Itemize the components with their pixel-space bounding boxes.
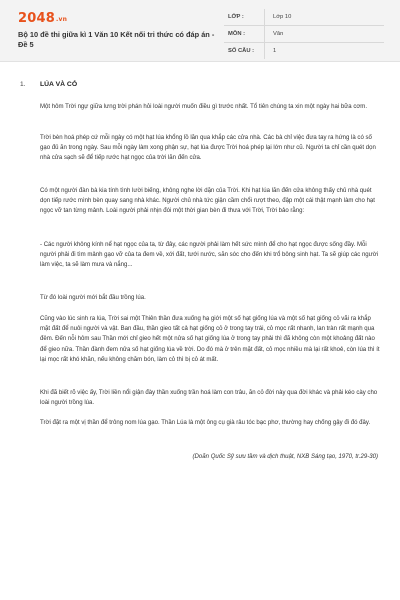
question-number: 1. <box>20 81 26 88</box>
meta-label-grade: LỚP : <box>224 9 265 25</box>
paragraph: Có một người đàn bà kia tính tình lười biếng, không nghe lời dặn của Trời. Khi hạt lúa lăn đến cửa không thấy chủ nhà quét dọn tiếp rước mình bèn quay sang nhà khác. Người chủ nhà tức giận cầm chổi rượt theo, đập một cái thật mạnh làm cho hạt ngọc vỡ tan từng mảnh. Loài người phải nhịn đói một thời gian bèn đi thưa với Trời, Trời bảo rằng: <box>40 188 375 215</box>
meta-value-question-count: 1 <box>273 48 277 54</box>
paragraph: Từ đó loài người mới bắt đầu trồng lúa. <box>40 295 146 301</box>
exam-meta <box>224 9 384 59</box>
meta-value-grade: Lớp 10 <box>273 14 292 20</box>
paragraph: Trời bèn hoá phép cứ mỗi ngày có một hạt lúa khổng lồ lăn qua khắp các cửa nhà. Các bà chỉ việc đưa tay ra hứng là có số gạo đủ ăn trong ngày. Sau mỗi ngày làm xong phận sự, hạt lúa được Trời hoá phép lại lớn như cũ. Người ta chỉ cần quét dọn nhà cửa sạch sẽ để tiếp rước hạt ngọc của trời lăn đến cửa. <box>40 135 376 162</box>
passage-title: LÚA VÀ CỎ <box>40 81 78 88</box>
meta-value-subject: Văn <box>273 31 284 37</box>
meta-label-question-count: SỐ CÂU : <box>224 43 265 59</box>
meta-label-subject: MÔN : <box>224 26 265 42</box>
paragraph: Trời đặt ra một vị thần để trông nom lúa gạo. Thần Lúa là một ông cụ già râu tóc bạc phơ, thường hay chống gậy đi đó đây. <box>40 420 371 426</box>
exam-title: Bộ 10 đề thi giữa kì 1 Văn 10 Kết nối tri thức có đáp án - Đề 5 <box>18 30 215 49</box>
paragraph: - Các người không kính nể hạt ngọc của ta, từ đây, các người phải làm hết sức mình để cho hạt ngọc được sống đầy. Mỗi người phải đi tìm mảnh gạo vỡ của ta đem về, xới đất, tưới nước, săn sóc cho đến khi trổ bông sinh hạt. Ta sẽ giúp các người làm việc, ta sẽ làm mưa và nắng... <box>40 242 379 269</box>
meta-row-subject <box>224 26 384 43</box>
meta-row-grade <box>224 9 384 26</box>
paragraph: Một hôm Trời ngự giữa lưng trời phán hỏi loài người muốn điều gì trước nhất. Tổ tiên chúng ta xin một ngày hai bữa cơm. <box>40 104 368 110</box>
logo-main: 2048 <box>18 11 55 26</box>
meta-row-question-count <box>224 43 384 59</box>
header <box>0 0 400 62</box>
site-logo[interactable] <box>18 11 67 26</box>
logo-suffix: .vn <box>55 16 68 23</box>
paragraph: Cũng vào lúc sinh ra lúa, Trời sai một Thiên thần đưa xuống hạ giới một số hạt giống lúa và một số hạt giống cỏ vãi ra khắp mặt đất để nuôi người và vật. Ban đầu, thần gieo tất cả hạt giống cỏ ở trong tay trái, cỏ mọc rất nhanh, lan tràn rất mạnh qua đêm. Đến nỗi hôm sau Thần mới chỉ gieo hết một nửa số hạt giống lúa ở trong tay phải thì đã không còn một khoảng đất nào để gieo nữa. Thần đành đem nửa số hạt giống lúa về trời. Do đó mà ở trên mặt đất, cỏ mọc nhiều mà lại rất khoẻ, còn lúa thì ít lại mọc rất khó khăn, nếu không chăm bón, làm cỏ thì bị cỏ át mất. <box>40 316 380 363</box>
source-citation: (Doãn Quốc Sỹ sưu tầm và dịch thuật, NXB Sáng tạo, 1970, tr.29-30) <box>192 454 378 460</box>
paragraph: Khi đã biết rõ việc ấy, Trời liền nổi giận đày thần xuống trần hoá làm con trâu, ăn cỏ đời này qua đời khác và phải kéo cày cho loài người trồng lúa. <box>40 390 378 407</box>
